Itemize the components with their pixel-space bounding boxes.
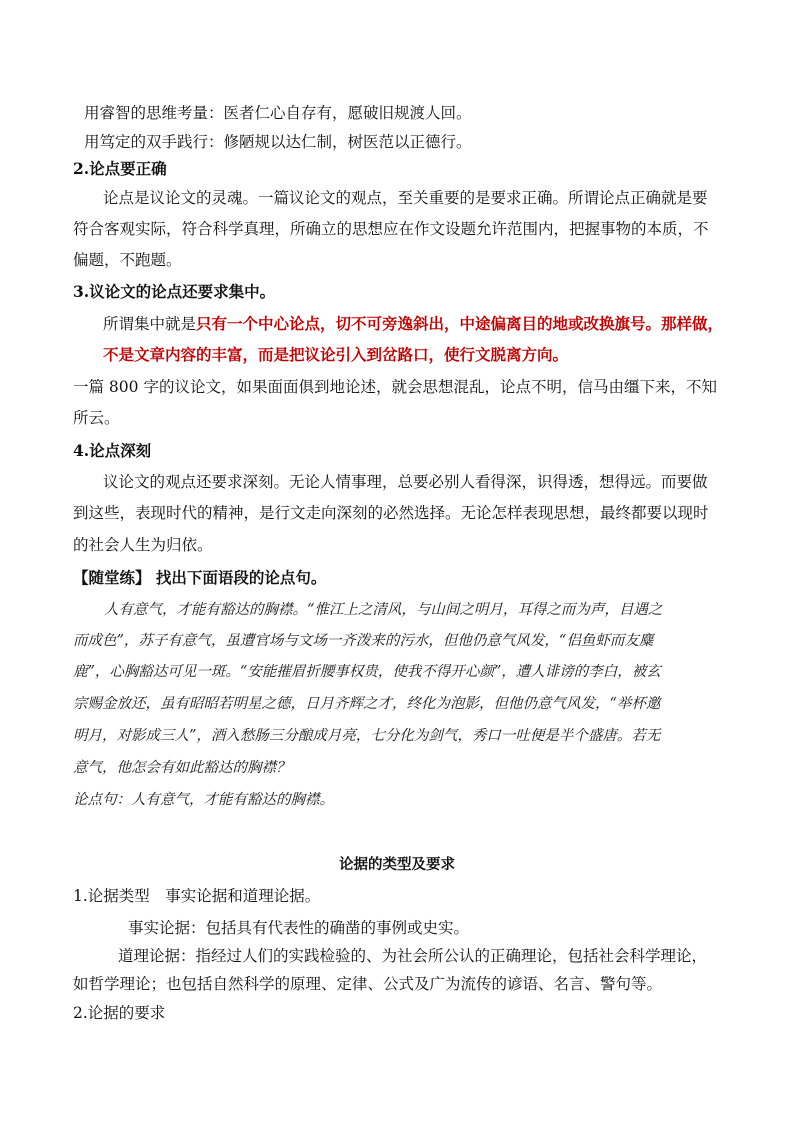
section-4-para-line-2: 到这些，表现时代的精神，是行文走向深刻的必然选择。无论怎样表现思想，最终都要以现时 [73, 504, 709, 522]
reason-evidence-line-1: 道理论据：指经过人们的实践检验的、为社会所公认的正确理论，包括社会科学理论， [118, 947, 708, 965]
section-4-para-line-1: 议论文的观点还要求深刻。无论人情事理，总要必别人看得深，识得透，想得远。而要做 [103, 473, 708, 491]
intro-line-2: 用笃定的双手践行：修陋规以达仁制，树医范以正德行。 [84, 133, 472, 151]
section-4-heading: 4.论点深刻 [73, 441, 152, 460]
section-3-highlight-2: 不是文章内容的丰富，而是把议论引入到岔路口，使行文脱离方向。 [103, 345, 569, 364]
practice-passage-line: 鹿”，心胸豁达可见一斑。“安能摧眉折腰事权贵，使我不得开心颜”，遭人诽谤的李白，被玄 [73, 664, 661, 680]
practice-passage-line: 宗赐金放还，虽有昭昭若明星之德，日月齐辉之才，终化为泡影，但他仍意气风发，“举杯邀 [73, 696, 661, 712]
practice-passage-line: 而成色”，苏子有意气，虽遭官场与文场一齐泼来的污水，但他仍意气风发，“侣鱼虾而友麋 [73, 633, 654, 649]
intro-line-1: 用睿智的思维考量：医者仁心自存有，愿破旧规渡人回。 [84, 104, 472, 122]
practice-answer: 论点句：人有意气，才能有豁达的胸襟。 [73, 792, 334, 808]
evidence-requirement-heading: 2.论据的要求 [73, 1004, 166, 1022]
section-4-para-line-3: 的社会人生为归依。 [73, 536, 213, 554]
practice-passage-line: 明月，对影成三人”，酒入愁肠三分酿成月亮，七分化为剑气，秀口一吐便是半个盛唐。若无 [73, 728, 661, 744]
section-title: 论据的类型及要求 [339, 856, 455, 873]
practice-heading: 【随堂练】 找出下面语段的论点句。 [73, 568, 327, 587]
fact-evidence-line: 事实论据：包括具有代表性的确凿的事例或史实。 [128, 919, 470, 937]
section-3-para-line-1 [103, 314, 723, 334]
section-3-heading: 3.议论文的论点还要求集中。 [73, 282, 276, 301]
section-3-lead-text: 所谓集中就是 [103, 315, 197, 333]
practice-passage-line: 人有意气，才能有豁达的胸襟。“惟江上之清风，与山间之明月，耳得之而为声，目遇之 [104, 602, 663, 618]
practice-passage-line: 意气，他怎会有如此豁达的胸襟？ [73, 760, 291, 776]
reason-evidence-line-2: 如哲学理论；也包括自然科学的原理、定律、公式及广为流传的谚语、名言、警句等。 [73, 975, 663, 993]
section-2-heading: 2.论点要正确 [73, 159, 167, 178]
section-3-highlight-1: 只有一个中心论点，切不可旁逸斜出，中途偏离目的地或改换旗号。那样做， [196, 314, 724, 333]
evidence-type-line: 1.论据类型 事实论据和道理论据。 [73, 887, 321, 905]
section-3-para-line-3: 一篇 800 字的议论文，如果面面俱到地论述，就会思想混乱，论点不明，信马由缰下来，不知 [73, 378, 717, 396]
section-2-para-line-2: 符合客观实际，符合科学真理，所确立的思想应在作文设题允许范围内，把握事物的本质，不 [73, 220, 709, 238]
section-2-para-line-1: 论点是议论文的灵魂。一篇议论文的观点，至关重要的是要求正确。所谓论点正确就是要 [103, 189, 708, 207]
section-2-para-line-3: 偏题，不跑题。 [73, 251, 182, 269]
section-3-para-line-4: 所云。 [73, 409, 120, 427]
